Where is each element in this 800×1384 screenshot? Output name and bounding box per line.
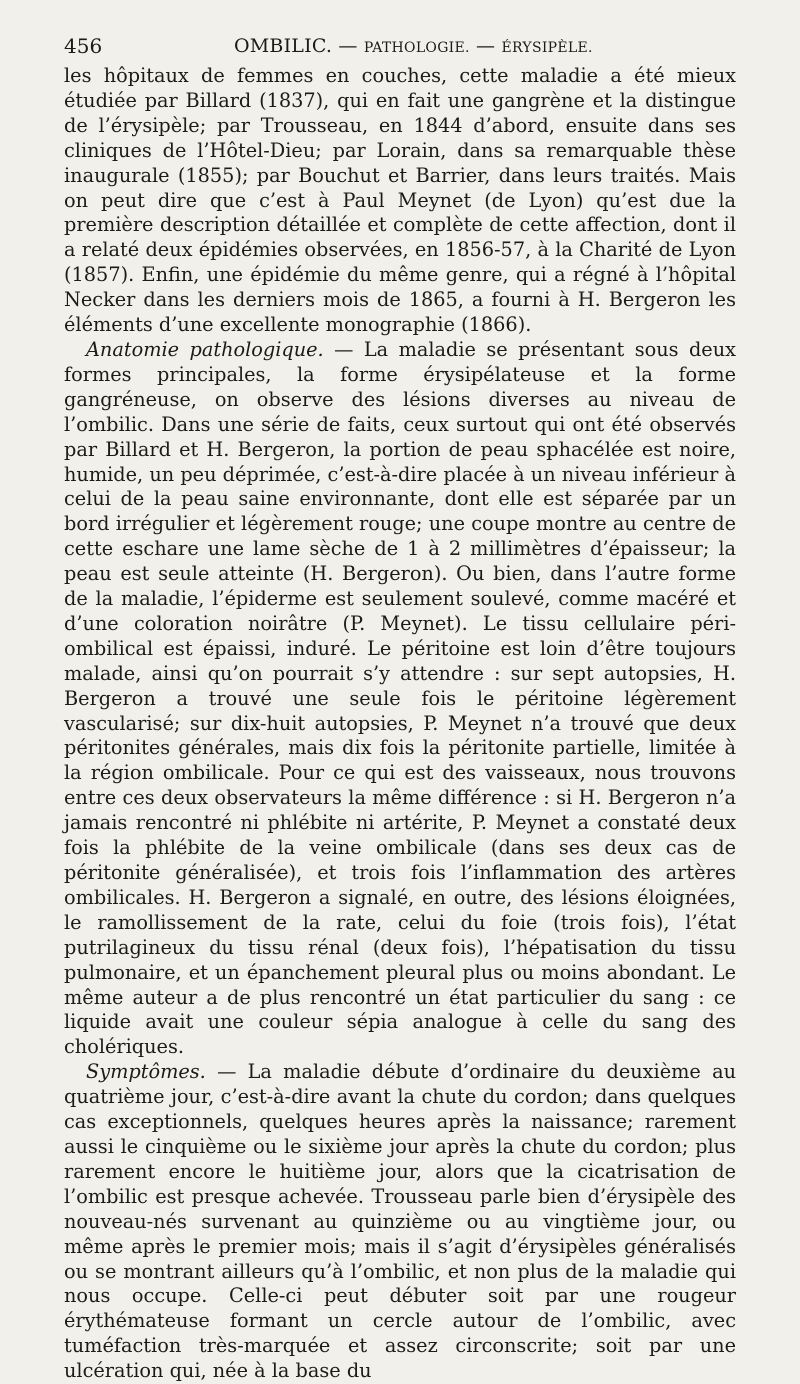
- title-separator: —: [469, 35, 502, 57]
- title-topic: ÉRYSIPÈLE.: [501, 40, 593, 56]
- running-title: [234, 32, 593, 62]
- paragraph-history: [64, 64, 736, 338]
- paragraph-symptomes: [64, 1060, 736, 1384]
- section-heading-symptomes: Symptômes.: [86, 1060, 206, 1084]
- title-section: PATHOLOGIE.: [363, 40, 470, 56]
- body-text: [64, 64, 736, 1384]
- paragraph-text: — La maladie débute d’ordinaire du deuxième au quatrième jour, c’est-à-dire avant la chute du cordon; dans quelques cas exceptionnels, quelques heures après la naissance; rarement aussi le cinquième ou le sixième jour après la chute du cordon; plus rarement encore le huitième jour, alors que la cicatrisation de l’ombilic est presque achevée. Trousseau parle bien d’érysipèle des nouveau-nés survenant au quinzième ou au vingtième jour, ou même après le premier mois; mais il s’agit d’érysipèles généralisés ou se montrant ailleurs qu’à l’ombilic, et non plus de la maladie qui nous occupe. Celle-ci peut débuter soit par une rougeur érythémateuse formant un cercle autour de l’ombilic, avec tuméfaction très-marquée et assez circonscrite; soit par une ulcération qui, née à la base du: [64, 1060, 736, 1383]
- paragraph-text: les hôpitaux de femmes en couches, cette maladie a été mieux étudiée par Billard (1837), qui en fait une gangrène et la distingue de l’érysipèle; par Trousseau, en 1844 d’abord, ensuite dans ses cliniques de l’Hôtel-Dieu; par Lorain, dans sa remarquable thèse inaugurale (1855); par Bouchut et Barrier, dans leurs traités. Mais on peut dire que c’est à Paul Meynet (de Lyon) qu’est due la première description détaillée et complète de cette affection, dont il a relaté deux épidémies observées, en 1856-57, à la Charité de Lyon (1857). Enfin, une épidémie du même genre, qui a régné à l’hôpital Necker dans les derniers mois de 1865, a fourni à H. Bergeron les éléments d’une excellente monographie (1866).: [64, 64, 736, 337]
- page-number: 456: [64, 34, 103, 58]
- paragraph-anatomie: [64, 338, 736, 1060]
- paragraph-text: — La maladie se présentant sous deux formes principales, la forme érysipélateuse et la forme gangréneuse, on observe des lésions diverses au niveau de l’ombilic. Dans une série de faits, ceux surtout qui ont été observés par Billard et H. Bergeron, la portion de peau sphacélée est noire, humide, un peu déprimée, c’est-à-dire placée à un niveau inférieur à celui de la peau saine environnante, dont elle est séparée par un bord irrégulier et légèrement rouge; une coupe montre au centre de cette eschare une lame sèche de 1 à 2 millimètres d’épaisseur; la peau est seule atteinte (H. Bergeron). Ou bien, dans l’autre forme de la maladie, l’épiderme est seulement soulevé, comme macéré et d’une coloration noirâtre (P. Meynet). Le tissu cellulaire péri-ombilical est épaissi, induré. Le péritoine est loin d’être toujours malade, ainsi qu’on pourrait s’y attendre : sur sept autopsies, H. Bergeron a trouvé une seule fois le péritoine légèrement vascularisé; sur dix-huit autopsies, P. Meynet n’a trouvé que deux péritonites générales, mais dix fois la péritonite partielle, limitée à la région ombilicale. Pour ce qui est des vaisseaux, nous trouvons entre ces deux observateurs la même différence : si H. Bergeron n’a jamais rencontré ni phlébite ni artérite, P. Meynet a constaté deux fois la phlébite de la veine ombilicale (dans ses deux cas de péritonite généralisée), et trois fois l’inflammation des artères ombilicales. H. Bergeron a signalé, en outre, des lésions éloignées, le ramollissement de la rate, celui du foie (trois fois), l’état putrilagineux du tissu rénal (deux fois), l’hépatisation du tissu pulmonaire, et un épanchement pleural plus ou moins abondant. Le même auteur a de plus rencontré un état particulier du sang : ce liquide avait une couleur sépia analogue à celle du sang des cholériques.: [64, 337, 736, 1059]
- title-main: OMBILIC.: [234, 35, 333, 57]
- section-heading-anatomie: Anatomie pathologique.: [86, 337, 324, 361]
- title-separator: —: [332, 35, 364, 57]
